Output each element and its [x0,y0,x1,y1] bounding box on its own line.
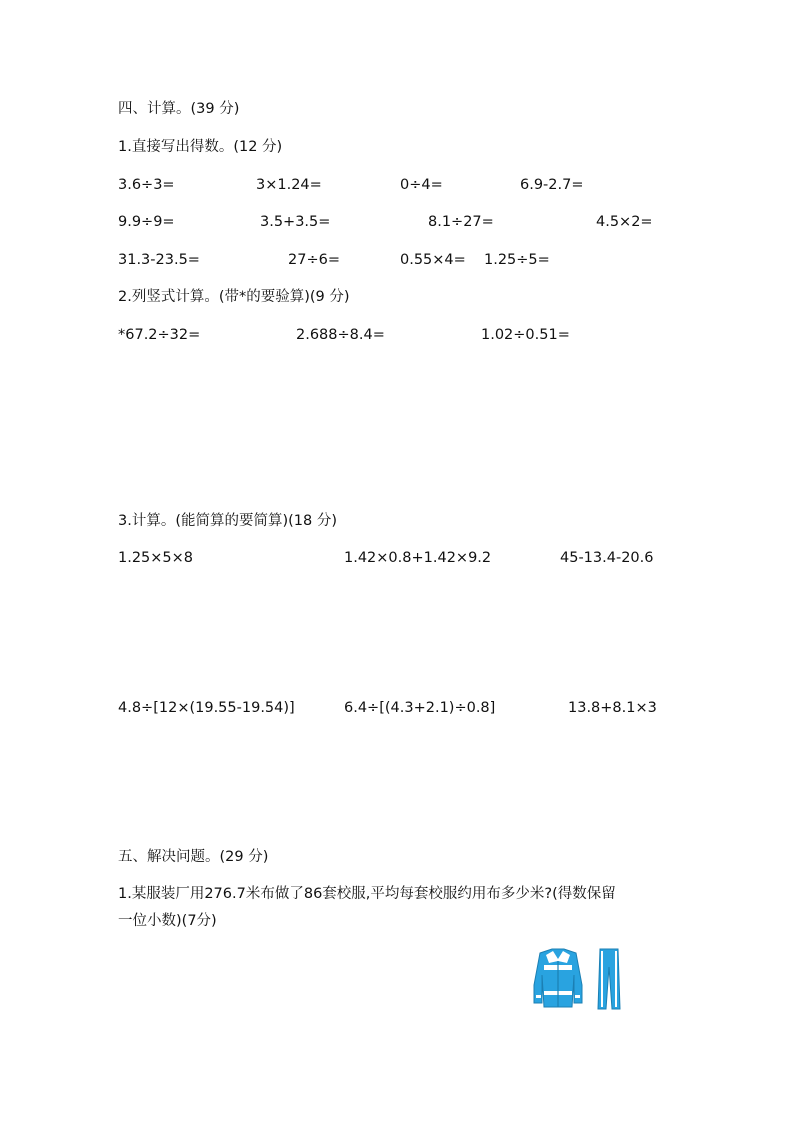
part2-title: 2.列竖式计算。(带*的要验算)(9 分) [118,289,350,305]
mental-math-item: 31.3-23.5= [118,252,200,268]
mental-math-item: 1.25÷5= [484,252,550,268]
calc-item: 4.8÷[12×(19.55-19.54)] [118,700,295,716]
word-problem-line: 1.某服装厂用276.7米布做了86套校服,平均每套校服约用布多少米?(得数保留 [118,886,616,902]
word-problem-line: 一位小数)(7分) [118,913,217,929]
mental-math-item: 4.5×2= [596,214,653,230]
mental-math-item: 0.55×4= [400,252,466,268]
vertical-calc-item: 1.02÷0.51= [481,327,570,343]
calc-item: 13.8+8.1×3 [568,700,657,716]
vertical-calc-item: 2.688÷8.4= [296,327,385,343]
mental-math-item: 0÷4= [400,177,443,193]
part3-title: 3.计算。(能简算的要简算)(18 分) [118,513,338,529]
section4-title: 四、计算。(39 分) [118,101,240,117]
mental-math-item: 3×1.24= [256,177,322,193]
mental-math-item: 6.9-2.7= [520,177,584,193]
vertical-calc-item: *67.2÷32= [118,327,201,343]
calc-item: 45-13.4-20.6 [560,550,654,566]
mental-math-item: 9.9÷9= [118,214,175,230]
mental-math-item: 3.6÷3= [118,177,175,193]
section5-title: 五、解决问题。(29 分) [118,849,269,865]
calc-item: 6.4÷[(4.3+2.1)÷0.8] [344,700,496,716]
mental-math-item: 3.5+3.5= [260,214,331,230]
mental-math-item: 27÷6= [288,252,340,268]
calc-item: 1.42×0.8+1.42×9.2 [344,550,492,566]
calc-item: 1.25×5×8 [118,550,194,566]
school-uniform-icon [520,945,640,1015]
part1-title: 1.直接写出得数。(12 分) [118,139,283,155]
mental-math-item: 8.1÷27= [428,214,494,230]
